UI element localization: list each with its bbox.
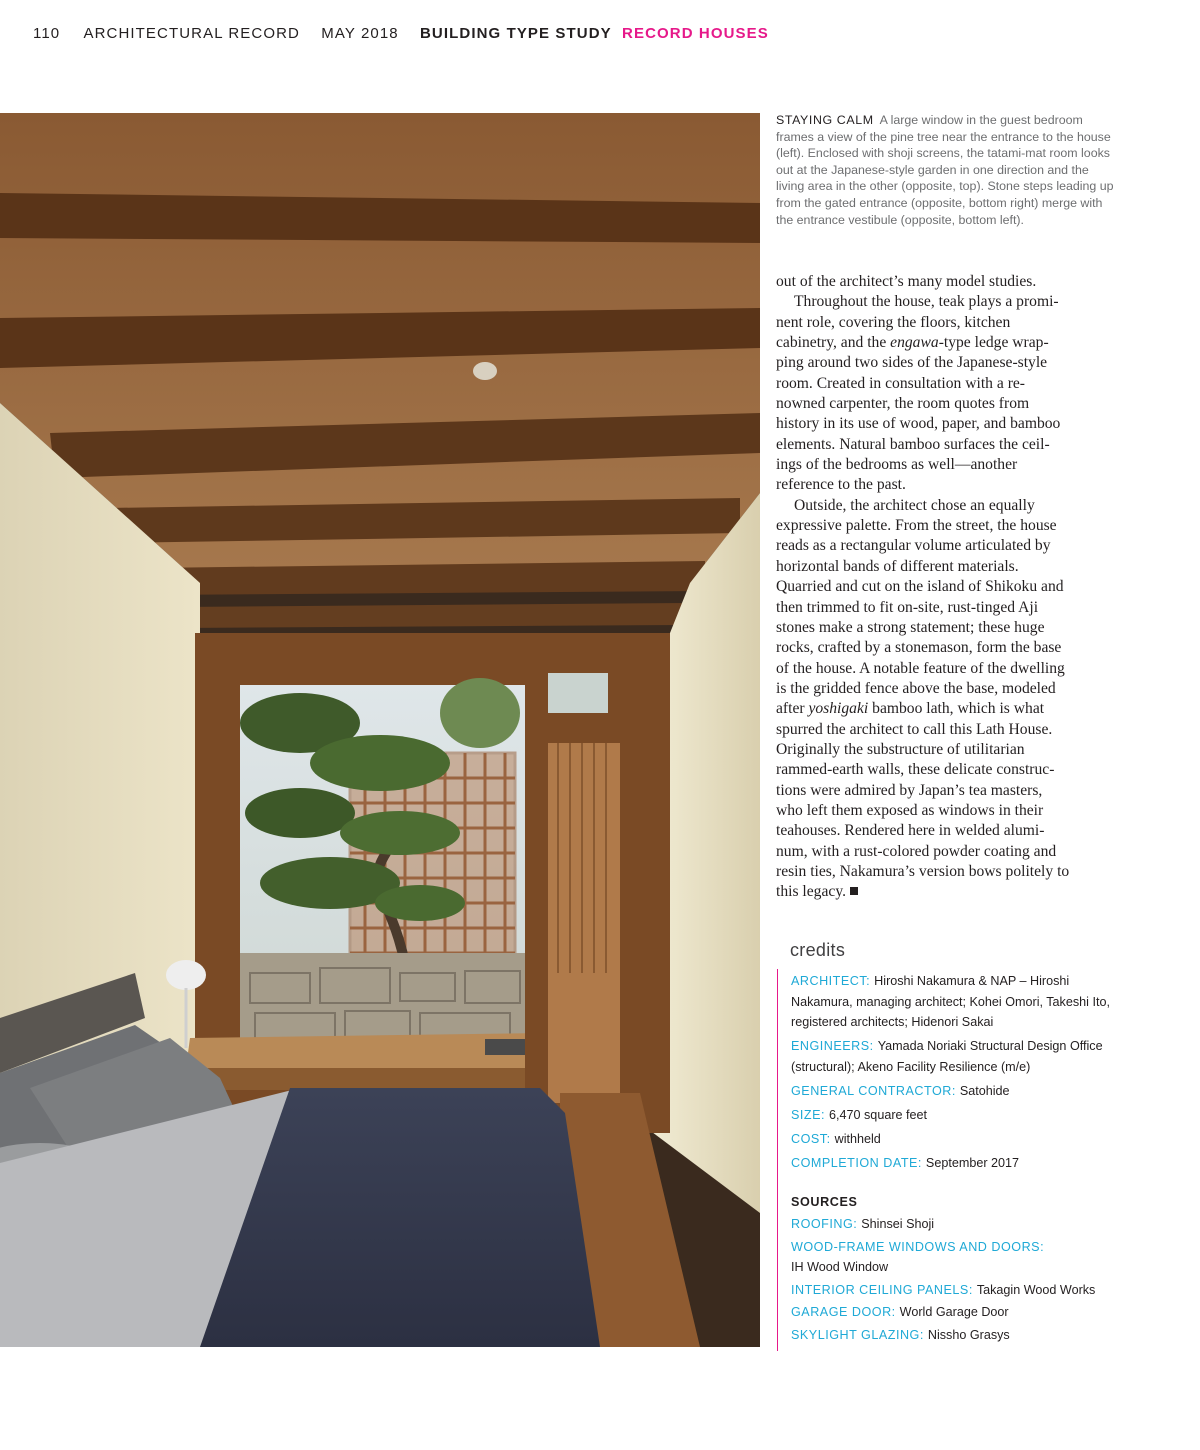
credits-sidebar	[777, 940, 1117, 1351]
body-line: num, with a rust-colored powder coating and	[776, 842, 1057, 860]
issue-date: MAY 2018	[321, 25, 399, 42]
body-line: rocks, crafted by a stonemason, form the base	[776, 639, 1062, 657]
body-line: cabinetry, and the engawa-type ledge wrap-	[776, 334, 1049, 352]
body-line: stones make a strong statement; these huge	[776, 618, 1045, 636]
running-header	[33, 25, 769, 45]
credit-cost: COST: withheld	[791, 1131, 881, 1146]
body-line: horizontal bands of different materials.	[776, 557, 1019, 575]
body-line: history in its use of wood, paper, and bamboo	[776, 415, 1061, 433]
body-line: Originally the substructure of utilitarian	[776, 740, 1025, 758]
body-line: room. Created in consultation with a re-	[776, 374, 1025, 392]
body-line: nent role, covering the floors, kitchen	[776, 313, 1011, 331]
caption-text: A large window in the guest bedroom frames a view of the pine tree near the entrance to the house (left). Enclosed with shoji screens, the tatami-mat room looks out at the Japanese-style garden in one direction and the living area in the other (opposite, top). Stone steps leading up from the gated entrance (opposite, bottom right) merge with the entrance vestibule (opposite, bottom left).	[776, 113, 1114, 227]
source-ceiling-panels: INTERIOR CEILING PANELS: Takagin Wood Works	[791, 1282, 1096, 1297]
body-line: elements. Natural bamboo surfaces the ceil-	[776, 435, 1050, 453]
bedroom-photo	[0, 113, 760, 1347]
end-mark-icon	[850, 887, 858, 895]
body-line: reference to the past.	[776, 476, 906, 494]
caption-lead: STAYING CALM	[776, 113, 874, 127]
body-line: resin ties, Nakamura’s version bows politely to	[776, 862, 1070, 880]
page-number: 110	[33, 25, 61, 42]
magazine-name: ARCHITECTURAL RECORD	[83, 25, 300, 42]
article-body	[776, 272, 1112, 903]
body-line: ping around two sides of the Japanese-style	[776, 354, 1048, 372]
source-windows-doors: WOOD-FRAME WINDOWS AND DOORS: IH Wood Window	[791, 1239, 1045, 1274]
body-line: teahouses. Rendered here in welded alumi-	[776, 822, 1045, 840]
body-line: then trimmed to fit on-site, rust-tinged Aji	[776, 598, 1039, 616]
body-line: rammed-earth walls, these delicate construc-	[776, 761, 1055, 779]
body-line: out of the architect’s many model studies.	[776, 273, 1037, 290]
section-name: BUILDING TYPE STUDY	[420, 25, 612, 42]
body-line: is the gridded fence above the base, modeled	[776, 679, 1056, 697]
credit-completion-date: COMPLETION DATE: September 2017	[791, 1155, 1020, 1170]
italic-term: engawa	[890, 334, 939, 352]
source-roofing: ROOFING: Shinsei Shoji	[791, 1217, 935, 1231]
body-line: after yoshigaki bamboo lath, which is what	[776, 700, 1045, 718]
body-line: nowned carpenter, the room quotes from	[776, 395, 1030, 413]
credit-size: SIZE: 6,470 square feet	[791, 1107, 928, 1122]
body-line: this legacy.	[776, 882, 1112, 902]
series-name: RECORD HOUSES	[622, 25, 769, 42]
body-line: Outside, the architect chose an equally	[794, 496, 1035, 514]
sources-title: SOURCES	[791, 1195, 858, 1209]
credit-engineers: ENGINEERS: Yamada Noriaki Structural Design Office (structural); Akeno Facility Resilience (m/e)	[791, 1039, 1103, 1074]
body-line: of the house. A notable feature of the dwelling	[776, 659, 1065, 677]
italic-term: yoshigaki	[808, 700, 869, 718]
credits-box	[777, 969, 1117, 1351]
source-garage-door: GARAGE DOOR: World Garage Door	[791, 1305, 1009, 1319]
body-line: spurred the architect to call this Lath House.	[776, 720, 1053, 738]
body-line: who left them exposed as windows in their	[776, 801, 1044, 819]
photo-caption	[776, 112, 1116, 228]
credit-general-contractor: GENERAL CONTRACTOR: Satohide	[791, 1083, 1010, 1098]
body-line: expressive palette. From the street, the house	[776, 517, 1057, 535]
body-line: Quarried and cut on the island of Shikoku and	[776, 578, 1064, 596]
body-line: reads as a rectangular volume articulated by	[776, 537, 1051, 555]
credits-title: credits	[790, 940, 846, 960]
body-line: ings of the bedrooms as well—another	[776, 456, 1018, 474]
source-skylight-glazing: SKYLIGHT GLAZING: Nissho Grasys	[791, 1327, 1010, 1342]
body-line: tions were admired by Japan’s tea masters,	[776, 781, 1043, 799]
credit-architect: ARCHITECT: Hiroshi Nakamura & NAP – Hiroshi Nakamura, managing architect; Kohei Omori, Takeshi Ito, registered architects; Hidenori Sakai	[791, 974, 1110, 1029]
body-line: Throughout the house, teak plays a promi-	[794, 293, 1059, 311]
